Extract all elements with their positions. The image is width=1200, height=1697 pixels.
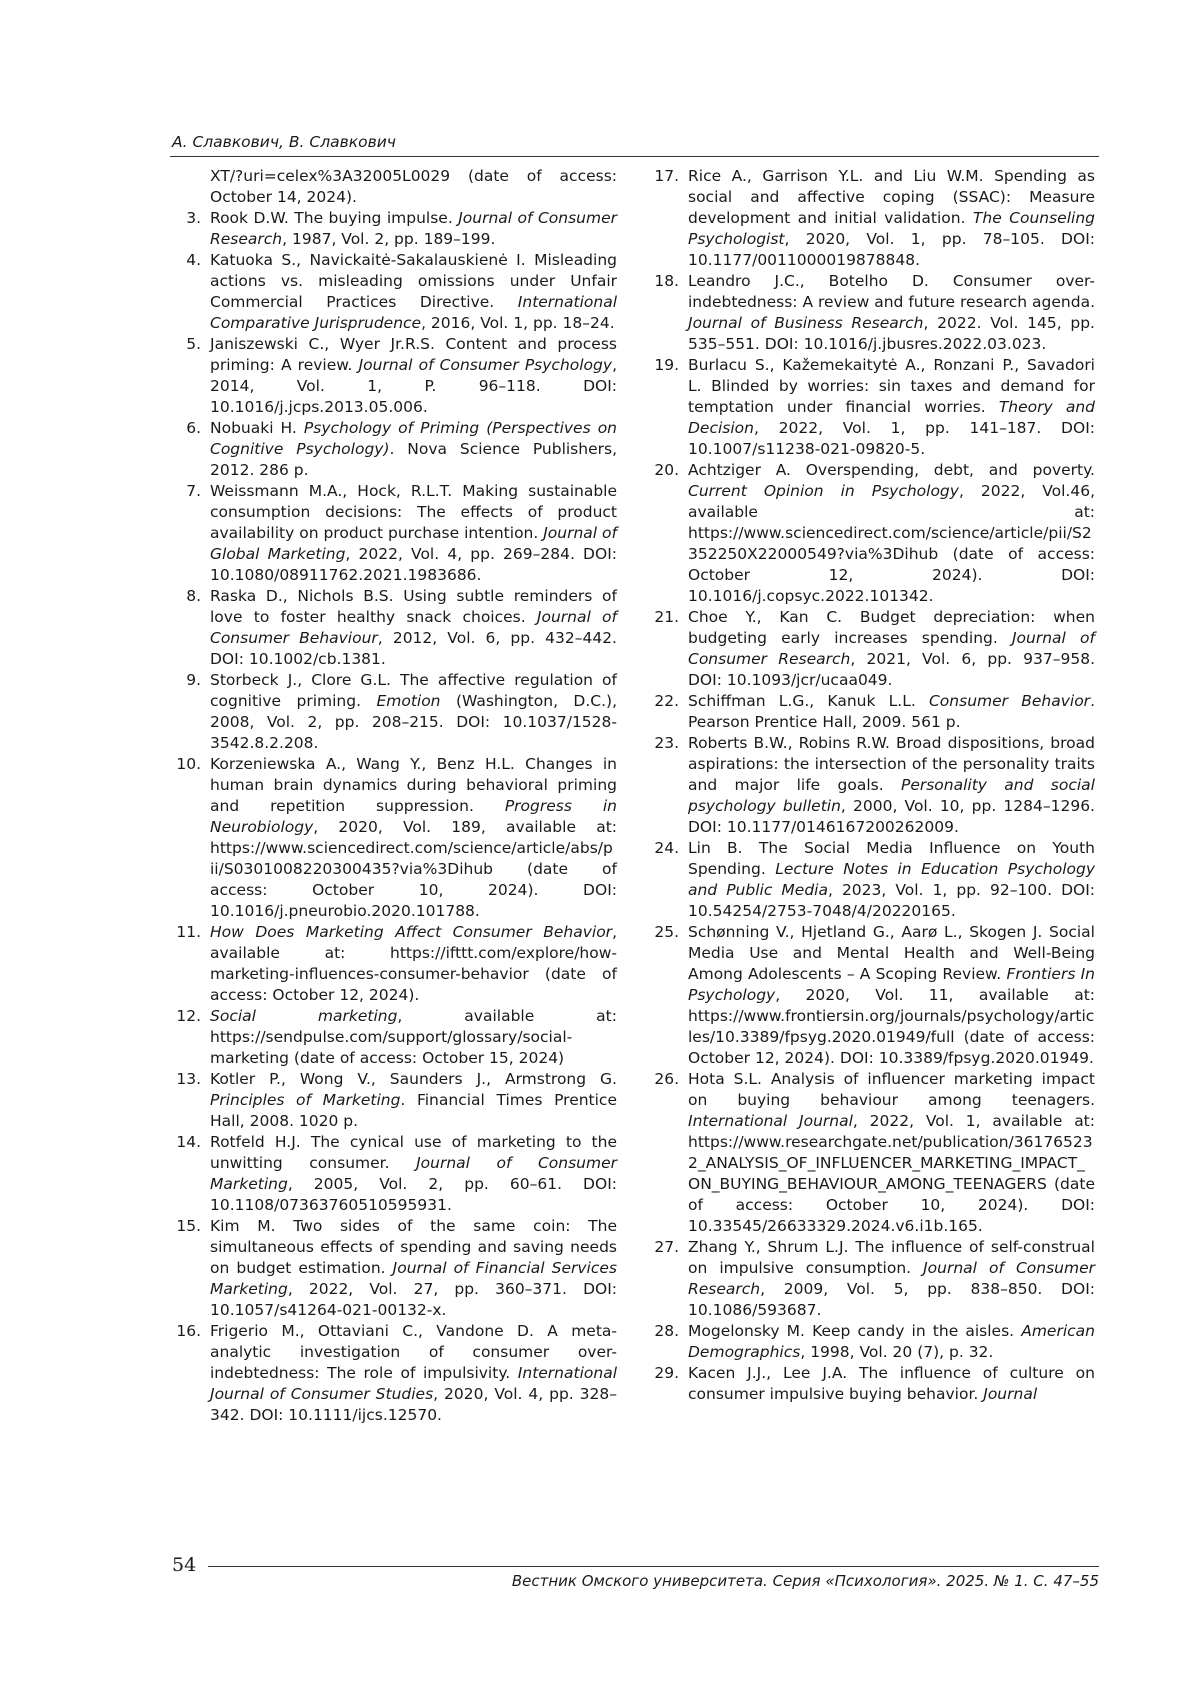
reference-details: , 2016, Vol. 1, pp. 18–24. bbox=[421, 314, 615, 332]
reference-authors-title: Kotler P., Wong V., Saunders J., Armstrong G. bbox=[210, 1070, 617, 1088]
reference-item bbox=[170, 418, 617, 481]
reference-source: Journal bbox=[983, 1385, 1038, 1403]
reference-authors-title: Raska D., Nichols B.S. Using subtle reminders of love to foster healthy snack choices. bbox=[210, 587, 617, 626]
left-reference-list bbox=[170, 208, 617, 1426]
reference-number: 18. bbox=[654, 272, 679, 290]
reference-text bbox=[688, 1237, 1095, 1321]
header-rule bbox=[170, 156, 1099, 157]
reference-authors-title: Katuoka S., Navickaitė-Sakalauskienė I. Misleading actions vs. misleading omissions under Unfair Commercial Practices Directive. bbox=[210, 251, 617, 311]
reference-details: , 2020, Vol. 189, available at: https://www.sciencedirect.com/science/article/abs/pii/S0301008220300435?via%3Dihub (date of access: October 10, 2024). DOI: 10.1016/j.pneurobio.2020.101788. bbox=[210, 818, 617, 920]
left-column bbox=[170, 166, 617, 1426]
reference-number: 6. bbox=[186, 419, 201, 437]
reference-details: , 2021, Vol. 6, pp. 937–958. DOI: 10.1093/jcr/ucaa049. bbox=[688, 650, 1095, 689]
reference-source: The Counseling Psychologist bbox=[688, 209, 1095, 248]
reference-number: 28. bbox=[654, 1322, 679, 1340]
reference-source: Psychology of Priming (Perspectives on Cognitive Psychology) bbox=[210, 419, 618, 458]
reference-authors-title: Zhang Y., Shrum L.J. The influence of self-construal on impulsive consumption. bbox=[688, 1238, 1095, 1277]
reference-item bbox=[170, 922, 617, 1006]
reference-text bbox=[688, 691, 1095, 733]
reference-source: Emotion bbox=[376, 692, 441, 710]
reference-source: Theory and Decision bbox=[688, 398, 1095, 437]
reference-text bbox=[210, 586, 617, 670]
reference-source: Journal of Consumer Research bbox=[210, 209, 617, 248]
reference-authors-title: Frigerio M., Ottaviani C., Vandone D. A meta-analytic investigation of consumer over-indebtedness: The role of impulsivity. bbox=[210, 1322, 617, 1382]
reference-number: 24. bbox=[654, 839, 679, 857]
reference-item bbox=[648, 607, 1095, 691]
reference-item bbox=[648, 355, 1095, 460]
reference-item bbox=[170, 754, 617, 922]
reference-item bbox=[170, 334, 617, 418]
reference-text bbox=[210, 1069, 617, 1132]
reference-source: Personality and social psychology bulletin bbox=[688, 776, 1095, 815]
reference-details: , 2022, Vol. 1, pp. 141–187. DOI: 10.1007/s11238-021-09820-5. bbox=[688, 419, 1095, 458]
reference-item bbox=[648, 1237, 1095, 1321]
reference-number: 23. bbox=[654, 734, 679, 752]
reference-text bbox=[210, 334, 617, 418]
reference-authors-title: Weissmann M.A., Hock, R.L.T. Making sustainable consumption decisions: The effects of product availability on product purchase intention. bbox=[210, 482, 617, 542]
reference-authors-title: Mogelonsky M. Keep candy in the aisles. bbox=[688, 1322, 1022, 1340]
reference-source: Journal of Consumer Research bbox=[688, 1259, 1095, 1298]
reference-source: Current Opinion in Psychology bbox=[688, 482, 959, 500]
reference-details: , 2023, Vol. 1, pp. 92–100. DOI: 10.54254/2753-7048/4/20220165. bbox=[688, 881, 1095, 920]
reference-item bbox=[648, 271, 1095, 355]
reference-text bbox=[210, 670, 617, 754]
reference-text bbox=[688, 1363, 1095, 1405]
journal-citation: Вестник Омского университета. Серия «Психология». 2025. № 1. С. 47–55 bbox=[511, 1572, 1099, 1590]
reference-text bbox=[210, 1216, 617, 1321]
reference-item bbox=[648, 166, 1095, 271]
reference-number: 10. bbox=[176, 755, 201, 773]
reference-item bbox=[170, 250, 617, 334]
reference-details: , 2000, Vol. 10, pp. 1284–1296. DOI: 10.1177/0146167200262009. bbox=[688, 797, 1095, 836]
reference-authors-title: Kim M. Two sides of the same coin: The simultaneous effects of spending and saving needs on budget estimation. bbox=[210, 1217, 617, 1277]
reference-number: 25. bbox=[654, 923, 679, 941]
reference-authors-title: Leandro J.C., Botelho D. Consumer over-indebtedness: A review and future research agenda. bbox=[688, 272, 1095, 311]
reference-number: 11. bbox=[176, 923, 201, 941]
reference-source: Lecture Notes in Education Psychology and Public Media bbox=[688, 860, 1095, 899]
reference-text bbox=[210, 418, 617, 481]
reference-details: , 2014, Vol. 1, P. 96–118. DOI: 10.1016/j.jcps.2013.05.006. bbox=[210, 356, 617, 416]
reference-text bbox=[210, 1006, 617, 1069]
reference-text bbox=[210, 754, 617, 922]
reference-text bbox=[688, 607, 1095, 691]
reference-authors-title: Storbeck J., Clore G.L. The affective regulation of cognitive priming. bbox=[210, 671, 617, 710]
reference-item bbox=[648, 1321, 1095, 1363]
reference-text bbox=[688, 1321, 1095, 1363]
reference-text bbox=[210, 250, 617, 334]
reference-authors-title: Rook D.W. The buying impulse. bbox=[210, 209, 459, 227]
reference-text bbox=[688, 355, 1095, 460]
reference-details: , available at: https://ifttt.com/explore/how-marketing-influences-consumer-behavior (date of access: October 12, 2024). bbox=[210, 923, 617, 1004]
reference-text bbox=[210, 1132, 617, 1216]
reference-details: , 2012, Vol. 6, pp. 432–442. DOI: 10.1002/cb.1381. bbox=[210, 629, 617, 668]
reference-number: 17. bbox=[654, 167, 679, 185]
reference-item bbox=[170, 670, 617, 754]
reference-item bbox=[170, 1006, 617, 1069]
reference-details: , 1998, Vol. 20 (7), p. 32. bbox=[800, 1343, 994, 1361]
reference-item bbox=[170, 1321, 617, 1426]
reference-details: , 2005, Vol. 2, pp. 60–61. DOI: 10.1108/07363760510595931. bbox=[210, 1175, 617, 1214]
reference-number: 19. bbox=[654, 356, 679, 374]
reference-authors-title: Schønning V., Hjetland G., Aarø L., Skogen J. Social Media Use and Mental Health and Well-Being Among Adolescents – A Scoping Review. bbox=[688, 923, 1095, 983]
page-number: 54 bbox=[172, 1554, 197, 1576]
reference-source: Journal of Business Research bbox=[688, 314, 924, 332]
reference-text bbox=[688, 838, 1095, 922]
reference-details: , 2022, Vol. 27, pp. 360–371. DOI: 10.1057/s41264-021-00132-x. bbox=[210, 1280, 617, 1319]
reference-details: , available at: https://sendpulse.com/support/glossary/social-marketing (date of access: October 15, 2024) bbox=[210, 1007, 617, 1067]
reference-source: Journal of Consumer Research bbox=[688, 629, 1095, 668]
footer-rule bbox=[208, 1566, 1099, 1567]
reference-number: 20. bbox=[654, 461, 679, 479]
right-reference-list bbox=[648, 166, 1095, 1405]
reference-source: International Journal of Consumer Studies bbox=[210, 1364, 617, 1403]
reference-number: 14. bbox=[176, 1133, 201, 1151]
reference-authors-title: Roberts B.W., Robins R.W. Broad dispositions, broad aspirations: the intersection of the personality traits and major life goals. bbox=[688, 734, 1095, 794]
reference-number: 15. bbox=[176, 1217, 201, 1235]
reference-authors-title: Rice A., Garrison Y.L. and Liu W.M. Spending as social and affective coping (SSAC): Measure development and initial validation. bbox=[688, 167, 1095, 227]
reference-authors-title: Rotfeld H.J. The cynical use of marketing to the unwitting consumer. bbox=[210, 1133, 617, 1172]
reference-authors-title: Schiffman L.G., Kanuk L.L. bbox=[688, 692, 929, 710]
reference-authors-title: Choe Y., Kan C. Budget depreciation: when budgeting early increases spending. bbox=[688, 608, 1095, 647]
reference-text bbox=[688, 1069, 1095, 1237]
reference-source: Journal of Consumer Marketing bbox=[210, 1154, 617, 1193]
reference-details: , 2022, Vol. 4, pp. 269–284. DOI: 10.1080/08911762.2021.1983686. bbox=[210, 545, 617, 584]
reference-number: 4. bbox=[186, 251, 201, 269]
reference-authors-title: Janiszewski C., Wyer Jr.R.S. Content and process priming: A review. bbox=[210, 335, 617, 374]
reference-details: . Pearson Prentice Hall, 2009. 561 p. bbox=[688, 692, 1095, 731]
reference-details: , 2022, Vol. 1, available at: https://www.researchgate.net/publication/361765232_ANALYSIS_OF_INFLUENCER_MARKETING_IMPACT_ON_BUYING_BEHAVIOUR_AMONG_TEENAGERS (date of access: October 10, 2024). DOI: 10.33545/26633329.2024.v6.i1b.165. bbox=[688, 1112, 1095, 1235]
reference-details: , 2009, Vol. 5, pp. 838–850. DOI: 10.1086/593687. bbox=[688, 1280, 1095, 1319]
reference-source: How Does Marketing Affect Consumer Behavior bbox=[210, 923, 613, 941]
reference-source: International Journal bbox=[688, 1112, 853, 1130]
reference-details: , 2020, Vol. 4, pp. 328–342. DOI: 10.1111/ijcs.12570. bbox=[210, 1385, 618, 1424]
reference-number: 12. bbox=[176, 1007, 201, 1025]
reference-number: 5. bbox=[186, 335, 201, 353]
reference-source: International Comparative Jurisprudence bbox=[210, 293, 617, 332]
reference-number: 16. bbox=[176, 1322, 201, 1340]
reference-item bbox=[170, 1216, 617, 1321]
reference-number: 21. bbox=[654, 608, 679, 626]
reference-details: (Washington, D.C.), 2008, Vol. 2, pp. 208–215. DOI: 10.1037/1528-3542.8.2.208. bbox=[210, 692, 618, 752]
reference-text bbox=[688, 271, 1095, 355]
reference-item bbox=[648, 922, 1095, 1069]
right-column bbox=[648, 166, 1095, 1405]
reference-number: 13. bbox=[176, 1070, 201, 1088]
reference-authors-title: Lin B. The Social Media Influence on Youth Spending. bbox=[688, 839, 1095, 878]
reference-source: Social marketing bbox=[210, 1007, 398, 1025]
reference-number: 22. bbox=[654, 692, 679, 710]
reference-item bbox=[170, 481, 617, 586]
reference-item bbox=[170, 586, 617, 670]
reference-source: Consumer Behavior bbox=[928, 692, 1091, 710]
reference-details: , 2022. Vol. 145, pp. 535–551. DOI: 10.1016/j.jbusres.2022.03.023. bbox=[688, 314, 1095, 353]
reference-source: American Demographics bbox=[688, 1322, 1095, 1361]
reference-source: Progress in Neurobiology bbox=[210, 797, 617, 836]
reference-item bbox=[170, 1132, 617, 1216]
reference-source: Journal of Consumer Psychology bbox=[358, 356, 613, 374]
reference-source: Principles of Marketing bbox=[210, 1091, 401, 1109]
reference-item bbox=[648, 691, 1095, 733]
reference-source: Journal of Global Marketing bbox=[210, 524, 617, 563]
reference-number: 9. bbox=[186, 671, 201, 689]
reference-text bbox=[688, 922, 1095, 1069]
reference-authors-title: Kacen J.J., Lee J.A. The influence of culture on consumer impulsive buying behavior. bbox=[688, 1364, 1095, 1403]
reference-authors-title: Achtziger A. Overspending, debt, and poverty. bbox=[688, 461, 1095, 479]
reference-number: 7. bbox=[186, 482, 201, 500]
reference-text bbox=[688, 166, 1095, 271]
reference-item bbox=[648, 1363, 1095, 1405]
reference-continuation: XT/?uri=celex%3A32005L0029 (date of access: October 14, 2024). bbox=[210, 167, 617, 206]
reference-authors-title: Burlacu S., Kažemekaitytė A., Ronzani P., Savadori L. Blinded by worries: sin taxes and demand for temptation under financial worries. bbox=[688, 356, 1095, 416]
reference-details: , 2020, Vol. 1, pp. 78–105. DOI: 10.1177/0011000019878848. bbox=[688, 230, 1095, 269]
reference-details: , 2020, Vol. 11, available at: https://www.frontiersin.org/journals/psychology/articles/10.3389/fpsyg.2020.01949/full (date of access: October 12, 2024). DOI: 10.3389/fpsyg.2020.01949. bbox=[688, 986, 1095, 1067]
reference-text bbox=[210, 1321, 617, 1426]
reference-number: 29. bbox=[654, 1364, 679, 1382]
reference-item bbox=[648, 733, 1095, 838]
reference-source: Frontiers In Psychology bbox=[688, 965, 1095, 1004]
reference-number: 27. bbox=[654, 1238, 679, 1256]
reference-details: . Financial Times Prentice Hall, 2008. 1020 p. bbox=[210, 1091, 617, 1130]
reference-text bbox=[210, 922, 617, 1006]
reference-number: 8. bbox=[186, 587, 201, 605]
reference-text bbox=[688, 733, 1095, 838]
reference-item bbox=[648, 838, 1095, 922]
reference-details: , 1987, Vol. 2, pp. 189–199. bbox=[282, 230, 496, 248]
running-header: А. Славкович, В. Славкович bbox=[172, 133, 396, 151]
reference-authors-title: Nobuaki H. bbox=[210, 419, 304, 437]
reference-text bbox=[688, 460, 1095, 607]
reference-source: Journal of Consumer Behaviour bbox=[210, 608, 617, 647]
reference-item bbox=[170, 1069, 617, 1132]
reference-authors-title: Hota S.L. Analysis of influencer marketing impact on buying behaviour among teenagers. bbox=[688, 1070, 1095, 1109]
reference-authors-title: Korzeniewska A., Wang Y., Benz H.L. Changes in human brain dynamics during behavioral priming and repetition suppression. bbox=[210, 755, 617, 815]
reference-details: . Nova Science Publishers, 2012. 286 p. bbox=[210, 440, 617, 479]
reference-text bbox=[210, 481, 617, 586]
reference-number: 26. bbox=[654, 1070, 679, 1088]
reference-text bbox=[210, 208, 617, 250]
reference-item bbox=[648, 460, 1095, 607]
reference-item bbox=[170, 208, 617, 250]
reference-details: , 2022, Vol.46, available at: https://www.sciencedirect.com/science/article/pii/S2352250X22000549?via%3Dihub (date of access: October 12, 2024). DOI: 10.1016/j.copsyc.2022.101342. bbox=[688, 482, 1096, 605]
reference-source: Journal of Financial Services Marketing bbox=[210, 1259, 617, 1298]
reference-item bbox=[648, 1069, 1095, 1237]
reference-number: 3. bbox=[186, 209, 201, 227]
